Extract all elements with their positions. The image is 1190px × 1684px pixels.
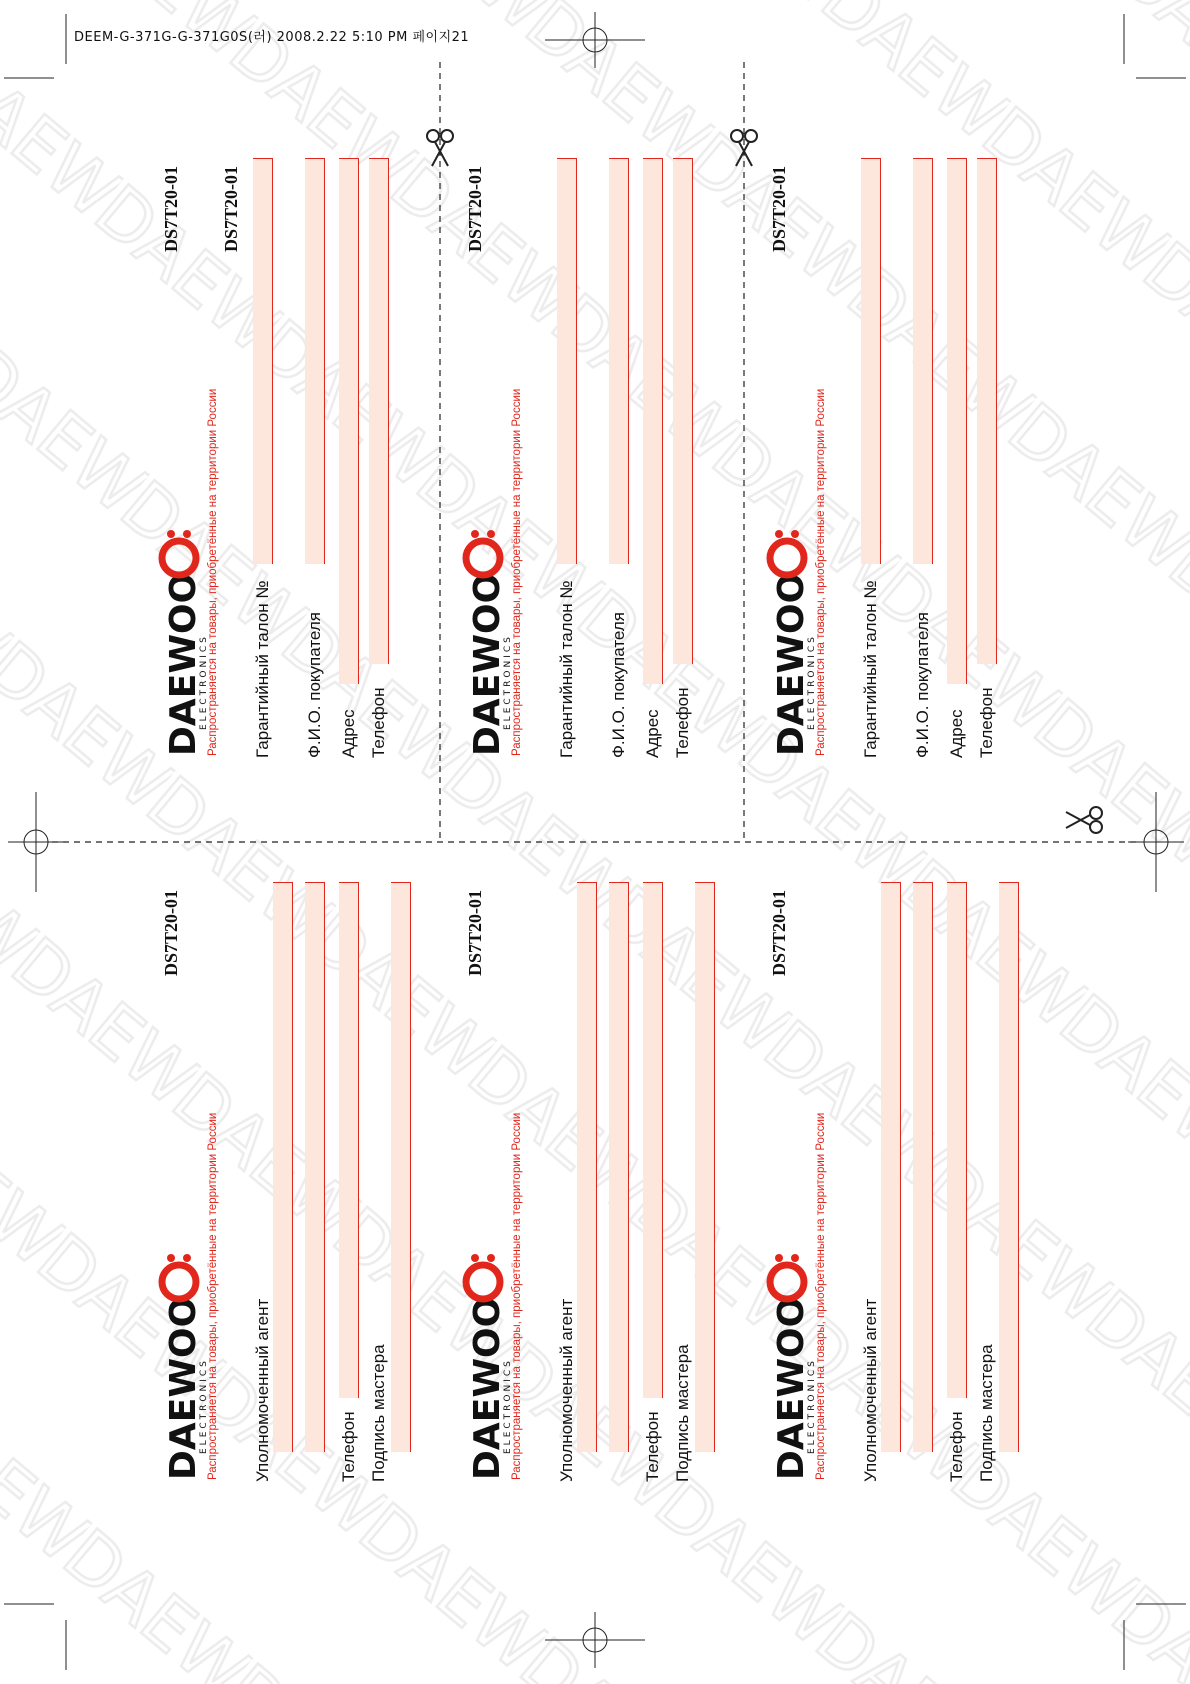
master-signature-field[interactable] [999,882,1019,1452]
print-header: DEEM-G-371G-G-371G0S(러) 2008.2.22 5:10 PM 페이지21 [74,30,470,45]
model-number: DS7T20-01 [465,166,485,253]
phone-field[interactable] [643,882,663,1398]
svg-text:DAEWOO: DAEWOO [771,1296,812,1480]
svg-text:DAEWOO: DAEWOO [771,572,812,756]
master-signature-field[interactable] [695,882,715,1452]
coupon-subtitle: Распространяется на товары, приобретённые на территории России [815,388,827,756]
warranty-coupon [459,158,739,758]
authorized-agent-field[interactable] [577,882,597,1452]
svg-text:ELECTRONICS: ELECTRONICS [807,634,815,730]
address-field[interactable] [339,158,359,684]
field-label-address: Адрес [643,709,662,758]
field-label-phone: Телефон [643,1411,662,1482]
warranty-number-field[interactable] [557,158,577,564]
field-label-buyer-name: Ф.И.О. покупателя [305,612,324,758]
buyer-name-field[interactable] [305,158,325,564]
svg-text:DAEWOO: DAEWOO [163,572,204,756]
phone-field[interactable] [673,158,693,664]
model-number: DS7T20-01 [221,166,241,253]
field-label-phone: Телефон [977,687,996,758]
field-label-phone: Телефон [369,687,388,758]
authorized-agent-field-2[interactable] [305,882,325,1452]
model-number: DS7T20-01 [161,166,181,253]
svg-text:ELECTRONICS: ELECTRONICS [199,634,207,730]
warranty-coupon [763,158,1043,758]
field-label-warranty-number: Гарантийный талон № [557,580,576,758]
field-label-address: Адрес [947,709,966,758]
master-signature-field[interactable] [391,882,411,1452]
address-field[interactable] [643,158,663,684]
field-label-master-signature: Подпись мастера [369,1344,388,1482]
coupon-subtitle: Распространяется на товары, приобретённые на территории России [207,1112,219,1480]
field-label-authorized-agent: Уполномоченный агент [861,1298,880,1482]
field-label-authorized-agent: Уполномоченный агент [557,1298,576,1482]
field-label-phone: Телефон [947,1411,966,1482]
buyer-name-field[interactable] [609,158,629,564]
field-label-buyer-name: Ф.И.О. покупателя [913,612,932,758]
coupon-subtitle: Распространяется на товары, приобретённые на территории России [511,1112,523,1480]
field-label-master-signature: Подпись мастера [673,1344,692,1482]
model-number: DS7T20-01 [769,166,789,253]
authorized-agent-field-2[interactable] [913,882,933,1452]
svg-text:DAEWOO: DAEWOO [467,572,508,756]
svg-text:ELECTRONICS: ELECTRONICS [503,634,511,730]
svg-text:ELECTRONICS: ELECTRONICS [503,1358,511,1454]
phone-field[interactable] [947,882,967,1398]
field-label-warranty-number: Гарантийный талон № [861,580,880,758]
address-field[interactable] [947,158,967,684]
field-label-warranty-number: Гарантийный талон № [253,580,272,758]
coupon-subtitle: Распространяется на товары, приобретённые на территории России [815,1112,827,1480]
phone-field[interactable] [977,158,997,664]
service-coupon [155,882,435,1482]
buyer-name-field[interactable] [913,158,933,564]
svg-text:ELECTRONICS: ELECTRONICS [807,1358,815,1454]
authorized-agent-field[interactable] [881,882,901,1452]
field-label-phone: Телефон [673,687,692,758]
service-coupon [763,882,1043,1482]
svg-text:DAEWOO: DAEWOO [163,1296,204,1480]
field-label-address: Адрес [339,709,358,758]
warranty-number-field[interactable] [253,158,273,564]
phone-field[interactable] [369,158,389,664]
warranty-number-field[interactable] [861,158,881,564]
warranty-coupon [155,158,435,758]
field-label-authorized-agent: Уполномоченный агент [253,1298,272,1482]
model-number: DS7T20-01 [161,890,181,977]
field-label-master-signature: Подпись мастера [977,1344,996,1482]
svg-text:DAEWOO: DAEWOO [467,1296,508,1480]
field-label-buyer-name: Ф.И.О. покупателя [609,612,628,758]
model-number: DS7T20-01 [465,890,485,977]
authorized-agent-field-2[interactable] [609,882,629,1452]
coupon-subtitle: Распространяется на товары, приобретённые на территории России [511,388,523,756]
coupon-subtitle: Распространяется на товары, приобретённые на территории России [207,388,219,756]
field-label-phone: Телефон [339,1411,358,1482]
model-number: DS7T20-01 [769,890,789,977]
svg-text:ELECTRONICS: ELECTRONICS [199,1358,207,1454]
phone-field[interactable] [339,882,359,1398]
authorized-agent-field[interactable] [273,882,293,1452]
service-coupon [459,882,739,1482]
